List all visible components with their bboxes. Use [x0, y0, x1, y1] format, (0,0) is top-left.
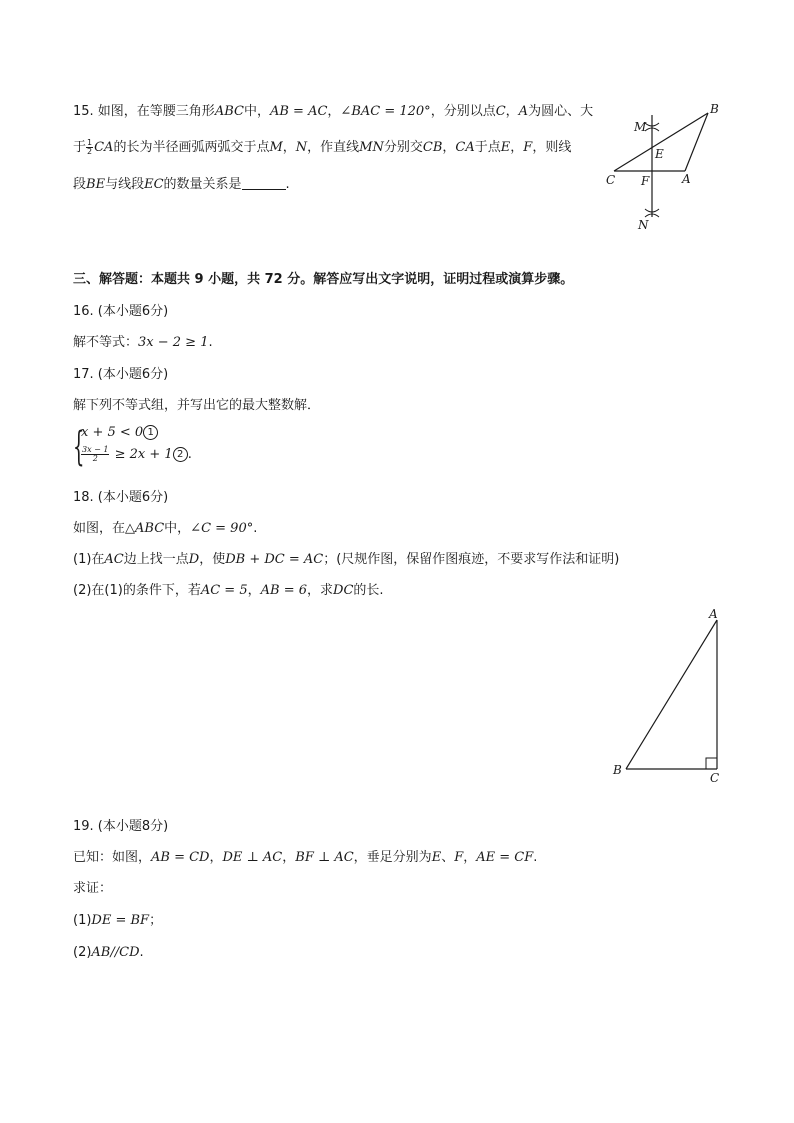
math-ab-eq-ac: AB = AC — [269, 104, 328, 119]
brace-icon: { — [73, 424, 85, 470]
segment-cb — [614, 113, 708, 171]
math-ca: CA — [455, 140, 475, 155]
q19-part-2: (2)AB//CD. — [73, 945, 144, 960]
math-ca: CA — [94, 140, 114, 155]
math-e: E — [500, 140, 511, 155]
q18-line-1: 如图，在△ABC中，∠C = 90°. — [73, 521, 258, 536]
q15-text: 于点 — [474, 140, 501, 155]
section-3-header: 三、解答题：本题共 9 小题，共 72 分。解答应写出文字说明，证明过程或演算步骤。 — [73, 272, 574, 287]
label-b: B — [613, 763, 622, 777]
fraction-half: $\frac{1}{2}$ — [87, 138, 93, 156]
label-c: C — [710, 771, 720, 785]
q15-line-3 — [73, 176, 290, 194]
label-f: F — [641, 174, 650, 188]
q15-text: 分别交 — [383, 140, 423, 155]
q15-text: 15. 如图，在等腰三角形 — [73, 104, 215, 119]
math-ec: EC — [144, 177, 164, 192]
q15-text: ， — [505, 104, 519, 119]
q18-figure — [605, 600, 735, 790]
q19-prove: 求证： — [73, 881, 113, 896]
q15-line-2 — [73, 139, 571, 157]
q15-figure — [600, 95, 730, 235]
math-mn: MN — [359, 140, 384, 155]
math-f: F — [523, 140, 533, 155]
q18-line-2: (1)在AC边上找一点D，使DB + DC = AC；(尺规作图，保留作图痕迹，不要求写作法和证明) — [73, 552, 620, 567]
label-a: A — [709, 607, 718, 621]
q19-part-1: (1)DE = BF； — [73, 913, 163, 928]
q15-text: ，作直线 — [307, 140, 360, 155]
math-n: N — [295, 140, 308, 155]
q15-text: 段 — [73, 177, 87, 192]
fraction: $\frac{3x - 1}{2}$ — [82, 445, 109, 463]
q15-text: . — [285, 177, 290, 192]
q17-head: 17. (本小题6分) — [73, 367, 169, 382]
math-inequality: 3x − 2 ≥ 1 — [138, 335, 209, 350]
math-db-dc-ac: DB + DC = AC — [225, 552, 324, 567]
q15-text: 为圆心、大 — [528, 104, 594, 119]
q18-head: 18. (本小题6分) — [73, 490, 169, 505]
label-m: M — [634, 120, 647, 134]
q17-text: 解下列不等式组，并写出它的最大整数解． — [73, 398, 321, 413]
q15-text: ， — [282, 140, 296, 155]
q15-text: 与线段 — [105, 177, 145, 192]
q19-head: 19. (本小题8分) — [73, 819, 169, 834]
math-c: C — [495, 104, 506, 119]
segment-ab — [685, 113, 708, 171]
label-c: C — [606, 173, 616, 187]
math-a: A — [518, 104, 529, 119]
circled-number: 1 — [143, 425, 158, 440]
right-angle-mark — [706, 758, 717, 769]
q15-text: ， — [510, 140, 524, 155]
math-abc: ABC — [214, 104, 244, 119]
math-angle-c: ∠C = 90° — [190, 521, 254, 536]
label-a: A — [682, 172, 691, 186]
circled-number: 2 — [173, 447, 188, 462]
q15-text: ，分别以点 — [430, 104, 496, 119]
q15-text: ，则线 — [532, 140, 572, 155]
q16-text: . — [208, 335, 213, 350]
q19-line-1: 已知：如图，AB = CD，DE ⊥ AC，BF ⊥ AC，垂足分别为E、F，AE = CF. — [73, 850, 538, 865]
math-cb: CB — [422, 140, 443, 155]
q15-text: ， — [327, 104, 341, 119]
math-m: M — [269, 140, 283, 155]
system-row-2: $\frac{3x - 1}{2}$ ≥ 2x + 1 2 . — [82, 445, 192, 463]
q15-text: 的数量关系是 — [163, 177, 242, 192]
segment-ab — [626, 620, 717, 769]
math-be: BE — [86, 177, 106, 192]
q15-text: 于 — [73, 140, 87, 155]
q15-text: ， — [442, 140, 456, 155]
q16-text: 解不等式： — [73, 335, 139, 350]
answer-blank[interactable] — [242, 177, 286, 190]
q18-line-3: (2)在(1)的条件下，若AC = 5，AB = 6，求DC的长. — [73, 583, 384, 598]
q16-head: 16. (本小题6分) — [73, 304, 169, 319]
q15-text: 的长为半径画弧两弧交于点 — [113, 140, 270, 155]
label-b: B — [710, 102, 719, 116]
q15-line-1 — [73, 103, 593, 121]
label-e: E — [655, 147, 664, 161]
q16-body — [73, 334, 213, 352]
q15-text: 中， — [243, 104, 270, 119]
math-triangle: △ABC — [125, 521, 165, 536]
system-row-1: x + 5 < 0 1 — [81, 425, 158, 440]
label-n: N — [638, 218, 649, 232]
math-angle-bac: ∠BAC = 120° — [340, 104, 431, 119]
